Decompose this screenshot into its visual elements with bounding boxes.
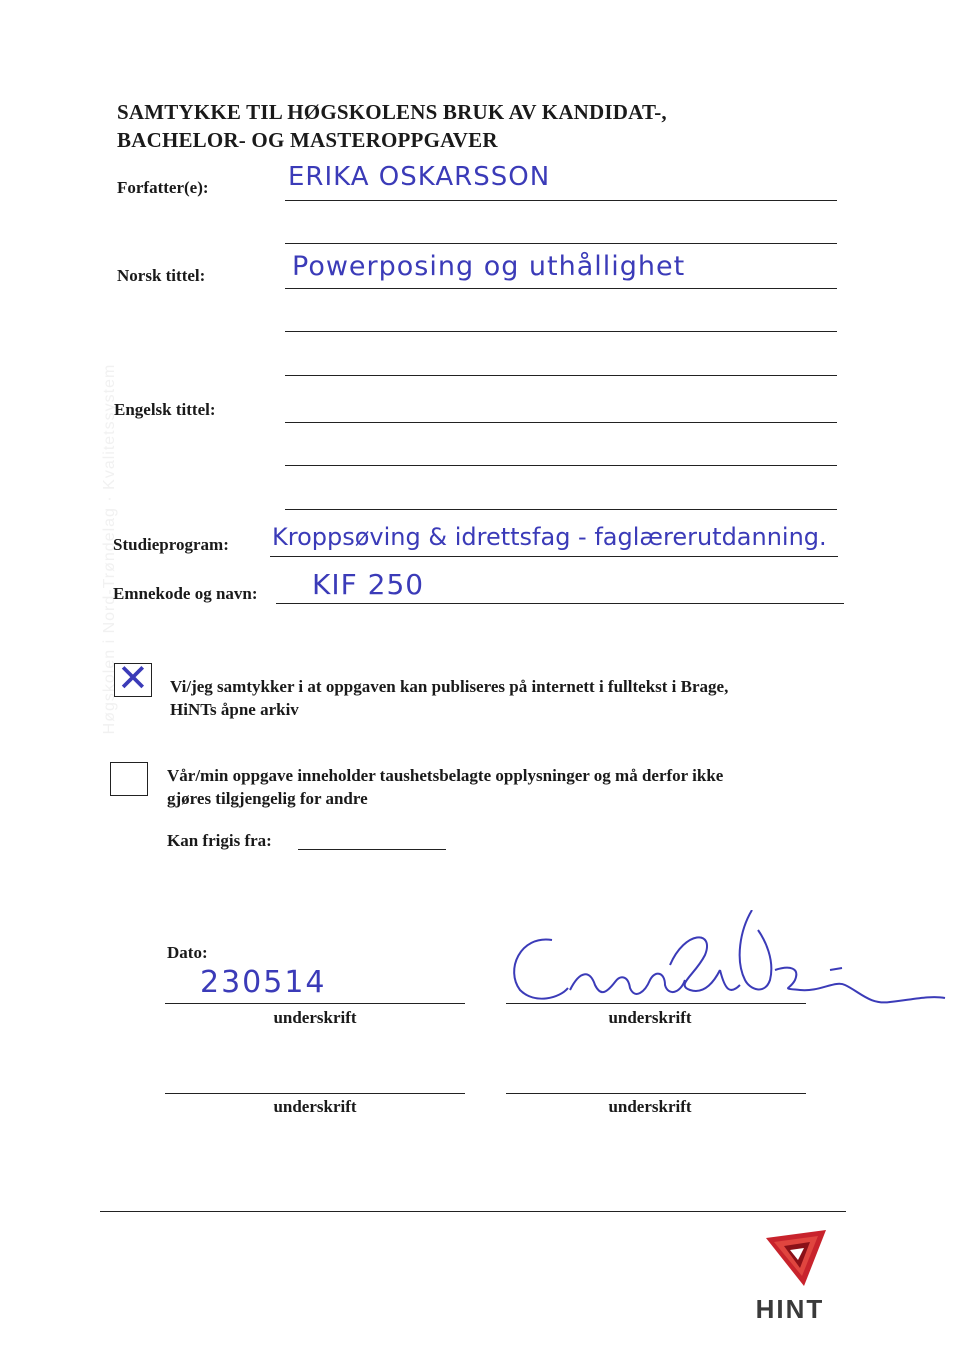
hint-logo-icon [764,1228,828,1288]
norsk-title-line-2 [285,331,837,332]
english-title-label: Engelsk tittel: [114,400,216,419]
signature-line-4 [506,1093,806,1094]
study-program-label: Studieprogram: [113,535,229,554]
publish-consent-line-2: HiNTs åpne arkiv [170,700,299,719]
course-code-handwritten: KIF 250 [312,568,425,601]
date-handwritten: 230514 [200,965,327,1000]
hint-logo-text: HINT [755,1294,825,1324]
norsk-title-label: Norsk tittel: [117,266,206,285]
title-line-2: BACHELOR- OG MASTEROPPGAVER [117,128,498,152]
english-title-line-2 [285,465,837,466]
confidential-line-2: gjøres tilgjengelig for andre [167,789,368,808]
study-program-line [270,556,838,557]
release-date-label: Kan frigis fra: [167,831,272,850]
title-line-1: SAMTYKKE TIL HØGSKOLENS BRUK AV KANDIDAT-, [117,100,667,124]
english-title-line-3 [285,509,837,510]
author-line [285,200,837,201]
norsk-title-line [285,288,837,289]
author-line-2 [285,243,837,244]
signature-label-3: underskrift [273,1097,357,1116]
publish-consent-text [170,675,830,721]
signature-label-4: underskrift [608,1097,692,1116]
author-label: Forfatter(e): [117,178,209,197]
signature-line-2 [506,1003,806,1004]
confidential-line-1: Vår/min oppgave inneholder taushetsbelagte opplysninger og må derfor ikke [167,766,724,785]
norsk-title-handwritten: Powerposing og uthållighet [292,251,686,282]
publish-consent-line-1: Vi/jeg samtykker i at oppgaven kan publiseres på internett i fulltekst i Brage, [170,677,729,696]
author-handwritten: ERIKA OSKARSSON [288,162,551,192]
date-label: Dato: [167,943,208,962]
signature-label-2: underskrift [608,1008,692,1027]
publish-check-mark: ✕ [117,656,149,700]
confidential-checkbox[interactable] [110,762,148,796]
norsk-title-line-3 [285,375,837,376]
watermark: Høgskolen i Nord-Trøndelag · Kvalitetssystem [101,363,118,735]
english-title-line [285,422,837,423]
course-code-label: Emnekode og navn: [113,584,258,603]
release-date-line [298,849,446,850]
footer-divider [100,1211,846,1212]
signature-line-3 [165,1093,465,1094]
confidential-text [167,764,827,810]
signature-line-1 [165,1003,465,1004]
study-program-handwritten: Kroppsøving & idrettsfag - faglærerutdanning. [272,523,827,551]
publish-checkbox[interactable] [114,656,152,700]
document-title [117,98,817,154]
course-code-line [276,603,844,604]
signature-label-1: underskrift [273,1008,357,1027]
